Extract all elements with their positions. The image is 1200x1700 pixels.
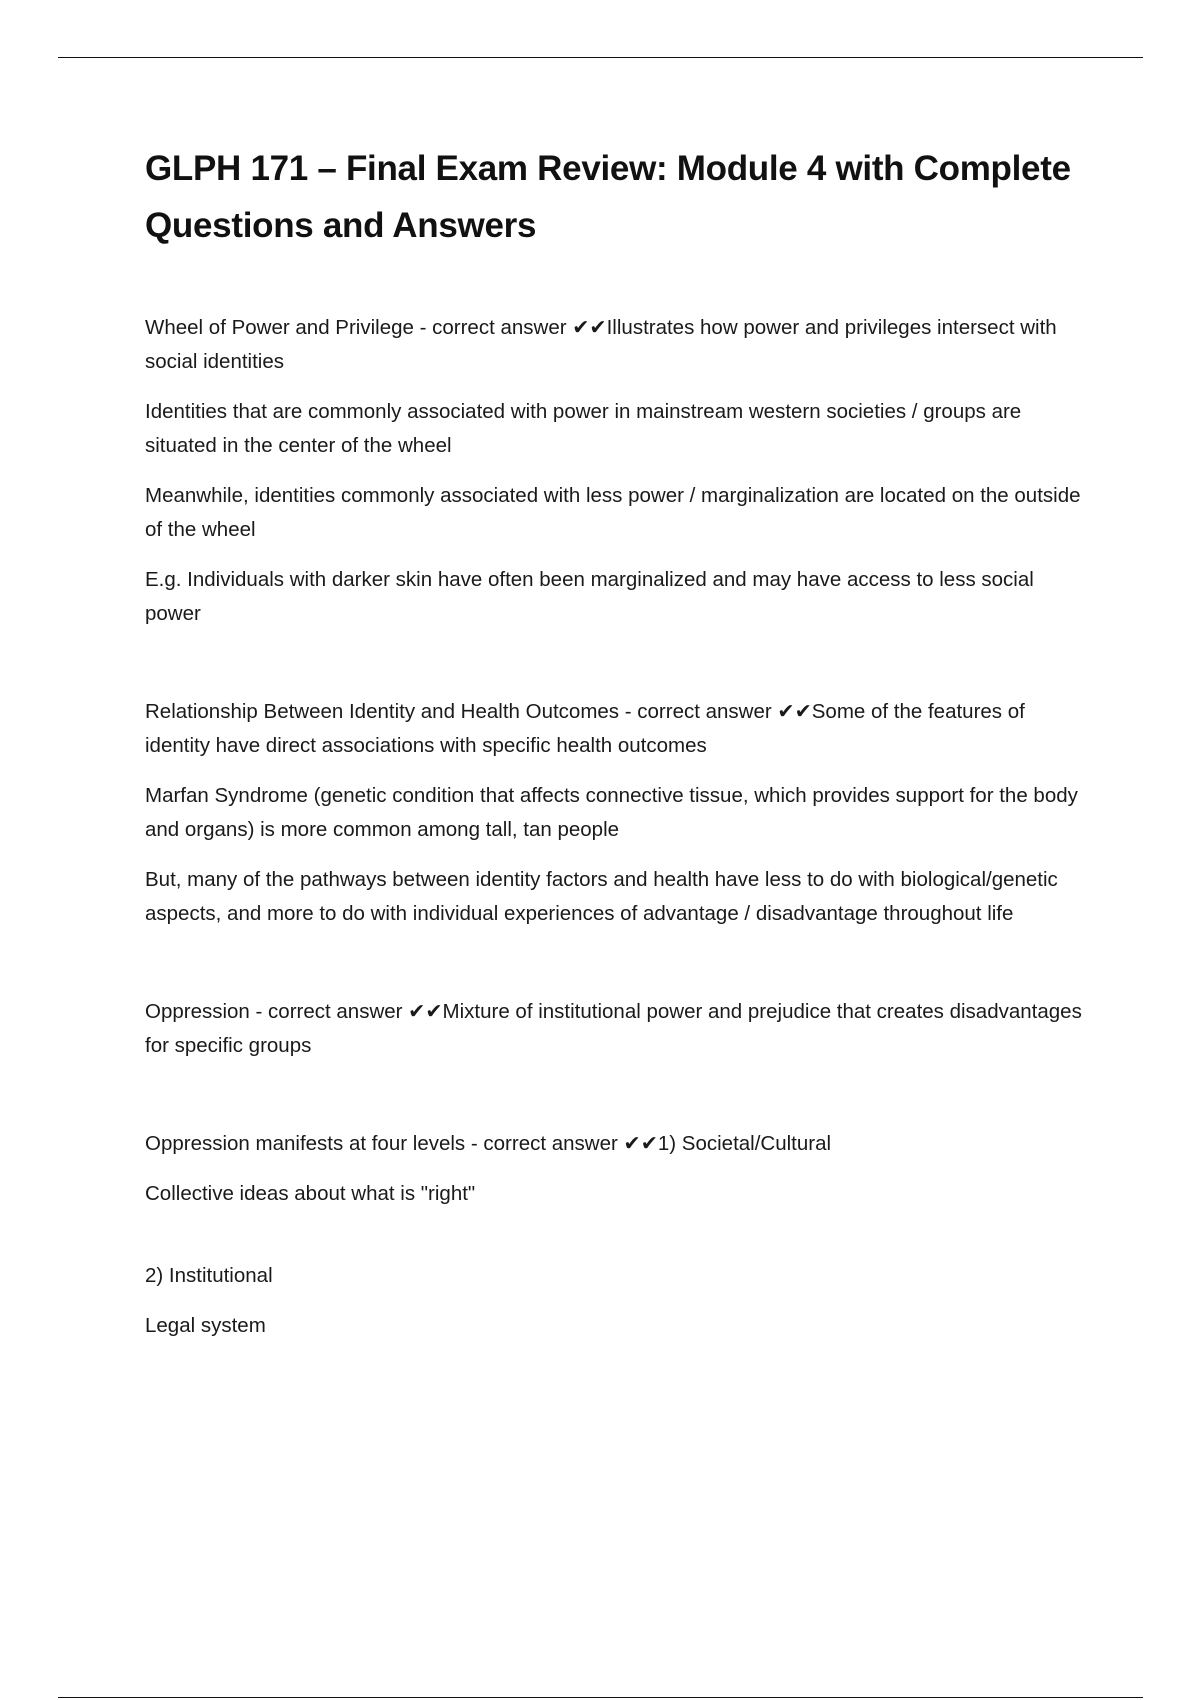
paragraph: Wheel of Power and Privilege - correct answer ✔✔Illustrates how power and privileges intersect with social identities bbox=[145, 316, 1057, 373]
paragraph: Oppression manifests at four levels - correct answer ✔✔1) Societal/Cultural bbox=[145, 1132, 832, 1155]
paragraph: Identities that are commonly associated with power in mainstream western societies / groups are situated in the center of the wheel bbox=[145, 400, 1022, 457]
section-spacer bbox=[145, 947, 1090, 995]
document-title: GLPH 171 – Final Exam Review: Module 4 with Complete Questions and Answers bbox=[145, 149, 1071, 245]
paragraph: Collective ideas about what is "right" bbox=[145, 1182, 476, 1205]
section-spacer bbox=[145, 1227, 1090, 1259]
paragraph: Relationship Between Identity and Health Outcomes - correct answer ✔✔Some of the features of identity have direct associations with specific health outcomes bbox=[145, 700, 1025, 757]
qa-block-identity-health bbox=[145, 695, 1090, 931]
paragraph: Oppression - correct answer ✔✔Mixture of institutional power and prejudice that creates disadvantages for specific groups bbox=[145, 1000, 1082, 1057]
section-spacer bbox=[145, 647, 1090, 695]
paragraph: E.g. Individuals with darker skin have often been marginalized and may have access to less social power bbox=[145, 568, 1034, 625]
paragraph: Legal system bbox=[145, 1314, 266, 1337]
paragraph: Meanwhile, identities commonly associated with less power / marginalization are located on the outside of the wheel bbox=[145, 484, 1081, 541]
section-spacer bbox=[145, 1079, 1090, 1127]
document-body bbox=[145, 311, 1090, 1343]
paragraph: 2) Institutional bbox=[145, 1264, 273, 1287]
top-rule bbox=[58, 57, 1143, 58]
paragraph: But, many of the pathways between identity factors and health have less to do with biological/genetic aspects, and more to do with individual experiences of advantage / disadvantage throughout life bbox=[145, 868, 1058, 925]
qa-block-institutional bbox=[145, 1259, 1090, 1343]
bottom-rule bbox=[58, 1697, 1143, 1698]
paragraph: Marfan Syndrome (genetic condition that affects connective tissue, which provides support for the body and organs) is more common among tall, tan people bbox=[145, 784, 1078, 841]
document-page bbox=[145, 140, 1090, 1359]
qa-block-oppression bbox=[145, 995, 1090, 1063]
qa-block-wheel-of-power bbox=[145, 311, 1090, 631]
qa-block-oppression-levels bbox=[145, 1127, 1090, 1211]
